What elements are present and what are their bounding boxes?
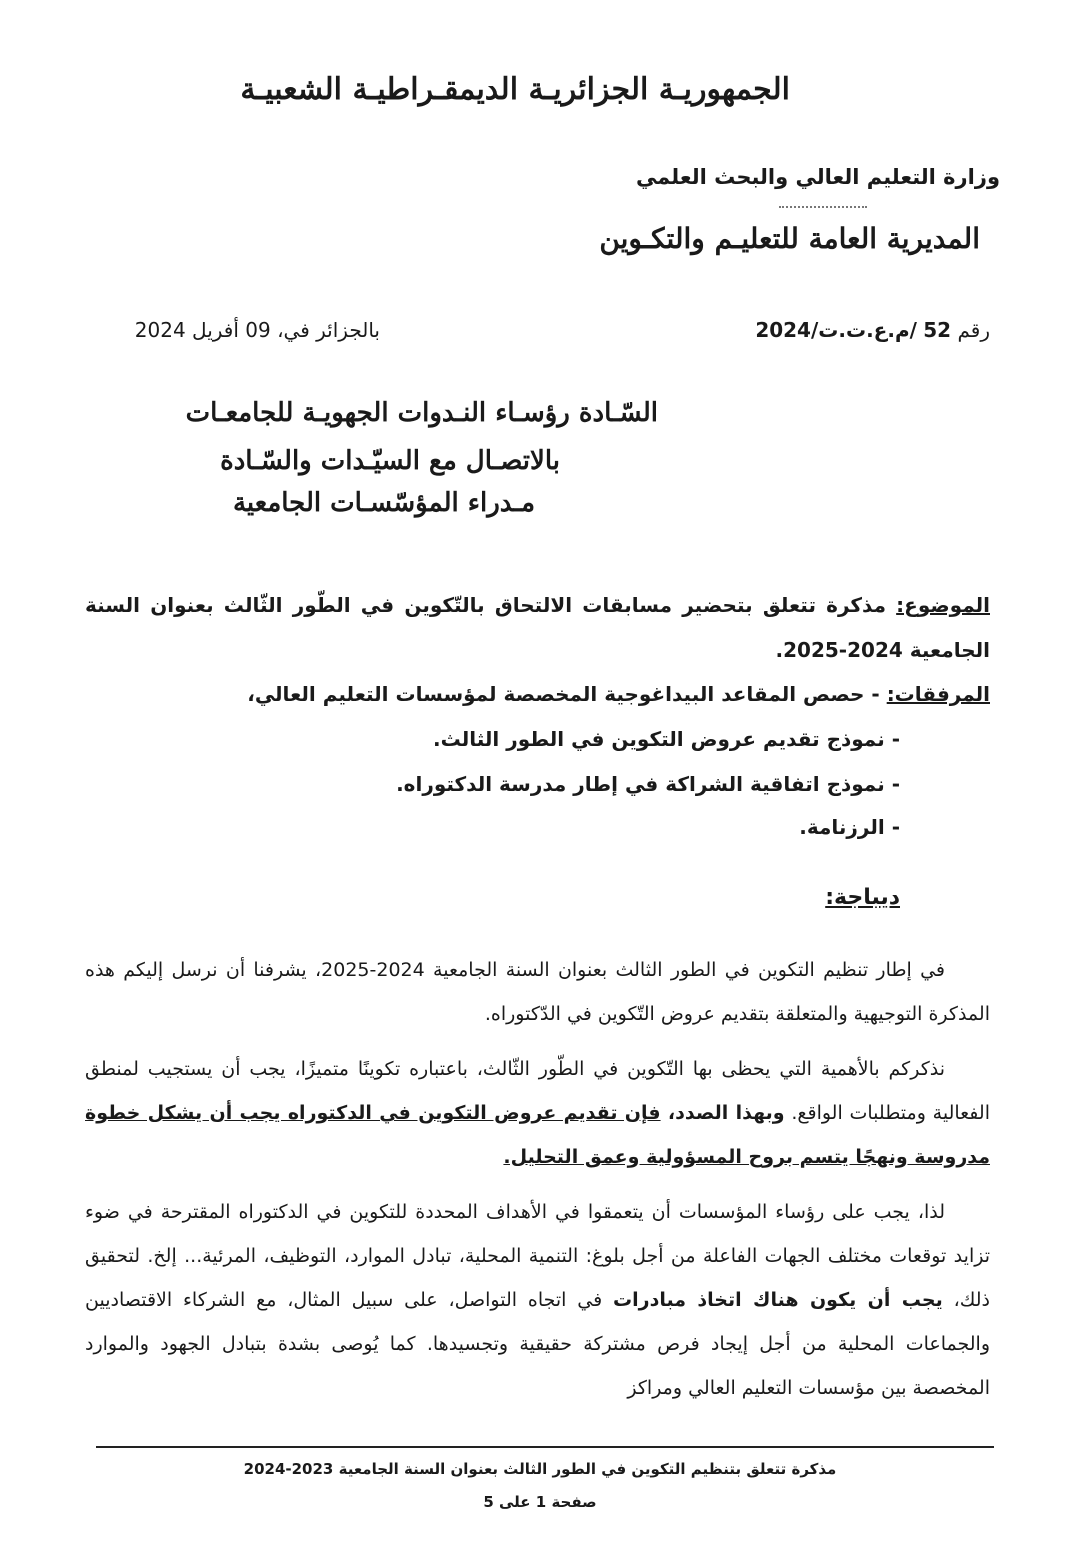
dotted-divider (779, 206, 867, 208)
reference-label: رقم (957, 318, 990, 342)
addressee-line-2: بالاتصـال مع السيّـدات والسّـادة (220, 446, 560, 476)
paragraph-2-bold: وبهذا الصدد، (660, 1102, 785, 1124)
ministry-name: وزارة التعليم العالي والبحث العلمي (635, 165, 1000, 189)
attachments-label: المرفقات: (886, 682, 990, 706)
reference-number (755, 318, 990, 342)
document-date: بالجزائر في، 09 أفريل 2024 (134, 318, 380, 342)
republic-title: الجمهوريـة الجزائريـة الديمقـراطيـة الشعبيـة (240, 72, 790, 107)
paragraph-1-text: في إطار تنظيم التكوين في الطور الثالث بعنوان السنة الجامعية 2024-2025، يشرفنا أن نرسل إليكم هذه المذكرة التوجيهية والمتعلقة بتقديم عروض التّكوين في الدّكتوراه. (85, 959, 990, 1025)
attachment-item (247, 682, 990, 706)
paragraph-3 (85, 1190, 990, 1410)
addressee-line-1: السّـادة رؤسـاء النـدوات الجهويـة للجامعـات (185, 398, 658, 428)
reference-code: /م.ع.ت.ت/2024 (755, 318, 917, 342)
paragraph-3-text: لذا، يجب على رؤساء المؤسسات أن يتعمقوا في الأهداف المحددة للتكوين في الدكتوراه المقترحة في ضوء تزايد توقعات مختلف الجهات الفاعلة من أجل بلوغ: التنمية المحلية، تبادل الموارد، التوظيف، المرئية... إلخ. لتحقيق ذلك، (85, 1201, 990, 1311)
subject-text: مذكرة تتعلق بتحضير مسابقات الالتحاق بالتّكوين في الطّور الثّالث بعنوان السنة الجامعية 2024-2025. (85, 593, 990, 662)
directorate-name: المديرية العامة للتعليـم والتكـوين (599, 222, 980, 255)
subject-block (85, 583, 990, 673)
attachment-text: - حصص المقاعد البيداغوجية المخصصة لمؤسسات التعليم العالي، (247, 682, 887, 706)
paragraph-3-bold: يجب أن يكون هناك اتخاذ مبادرات (613, 1289, 943, 1311)
paragraph-2 (85, 1047, 990, 1179)
attachment-item: - الرزنامة. (799, 815, 900, 839)
reference-value: 52 (923, 318, 952, 342)
preamble-heading: ديباجة: (825, 885, 900, 910)
attachment-item: - نموذج اتفاقية الشراكة في إطار مدرسة الدكتوراه. (396, 772, 900, 796)
attachment-item: - نموذج تقديم عروض التكوين في الطور الثالث. (432, 727, 900, 751)
subject-label: الموضوع: (896, 593, 990, 617)
addressee-line-3: مـدراء المؤسّسـات الجامعية (232, 488, 535, 518)
footer-title: مذكرة تتعلق بتنظيم التكوين في الطور الثالث بعنوان السنة الجامعية 2023-2024 (243, 1460, 837, 1478)
paragraph-2-emphasis: فإن تقديم عروض التكوين في الدكتوراه يجب أن يشكل خطوة مدروسة ونهجًا يتسم بروح المسؤولية وعمق التحليل. (85, 1102, 990, 1168)
paragraph-2-text: نذكركم بالأهمية التي يحظى بها التّكوين في الطّور الثّالث، باعتباره تكوينًا متميزًا، يجب أن يستجيب لمنطق الفعالية ومتطلبات الواقع. (85, 1058, 990, 1124)
paragraph-1 (85, 948, 990, 1036)
page-number: صفحة 1 على 5 (483, 1493, 597, 1511)
paragraph-3-end: في اتجاه التواصل، على سبيل المثال، مع الشركاء الاقتصاديين والجماعات المحلية من أجل إيجاد فرص مشتركة حقيقية وتجسيدها. كما يُوصى بشدة بتبادل الجهود والموارد المخصصة بين مؤسسات التعليم العالي ومراكز (85, 1289, 990, 1399)
footer-divider (96, 1446, 994, 1448)
